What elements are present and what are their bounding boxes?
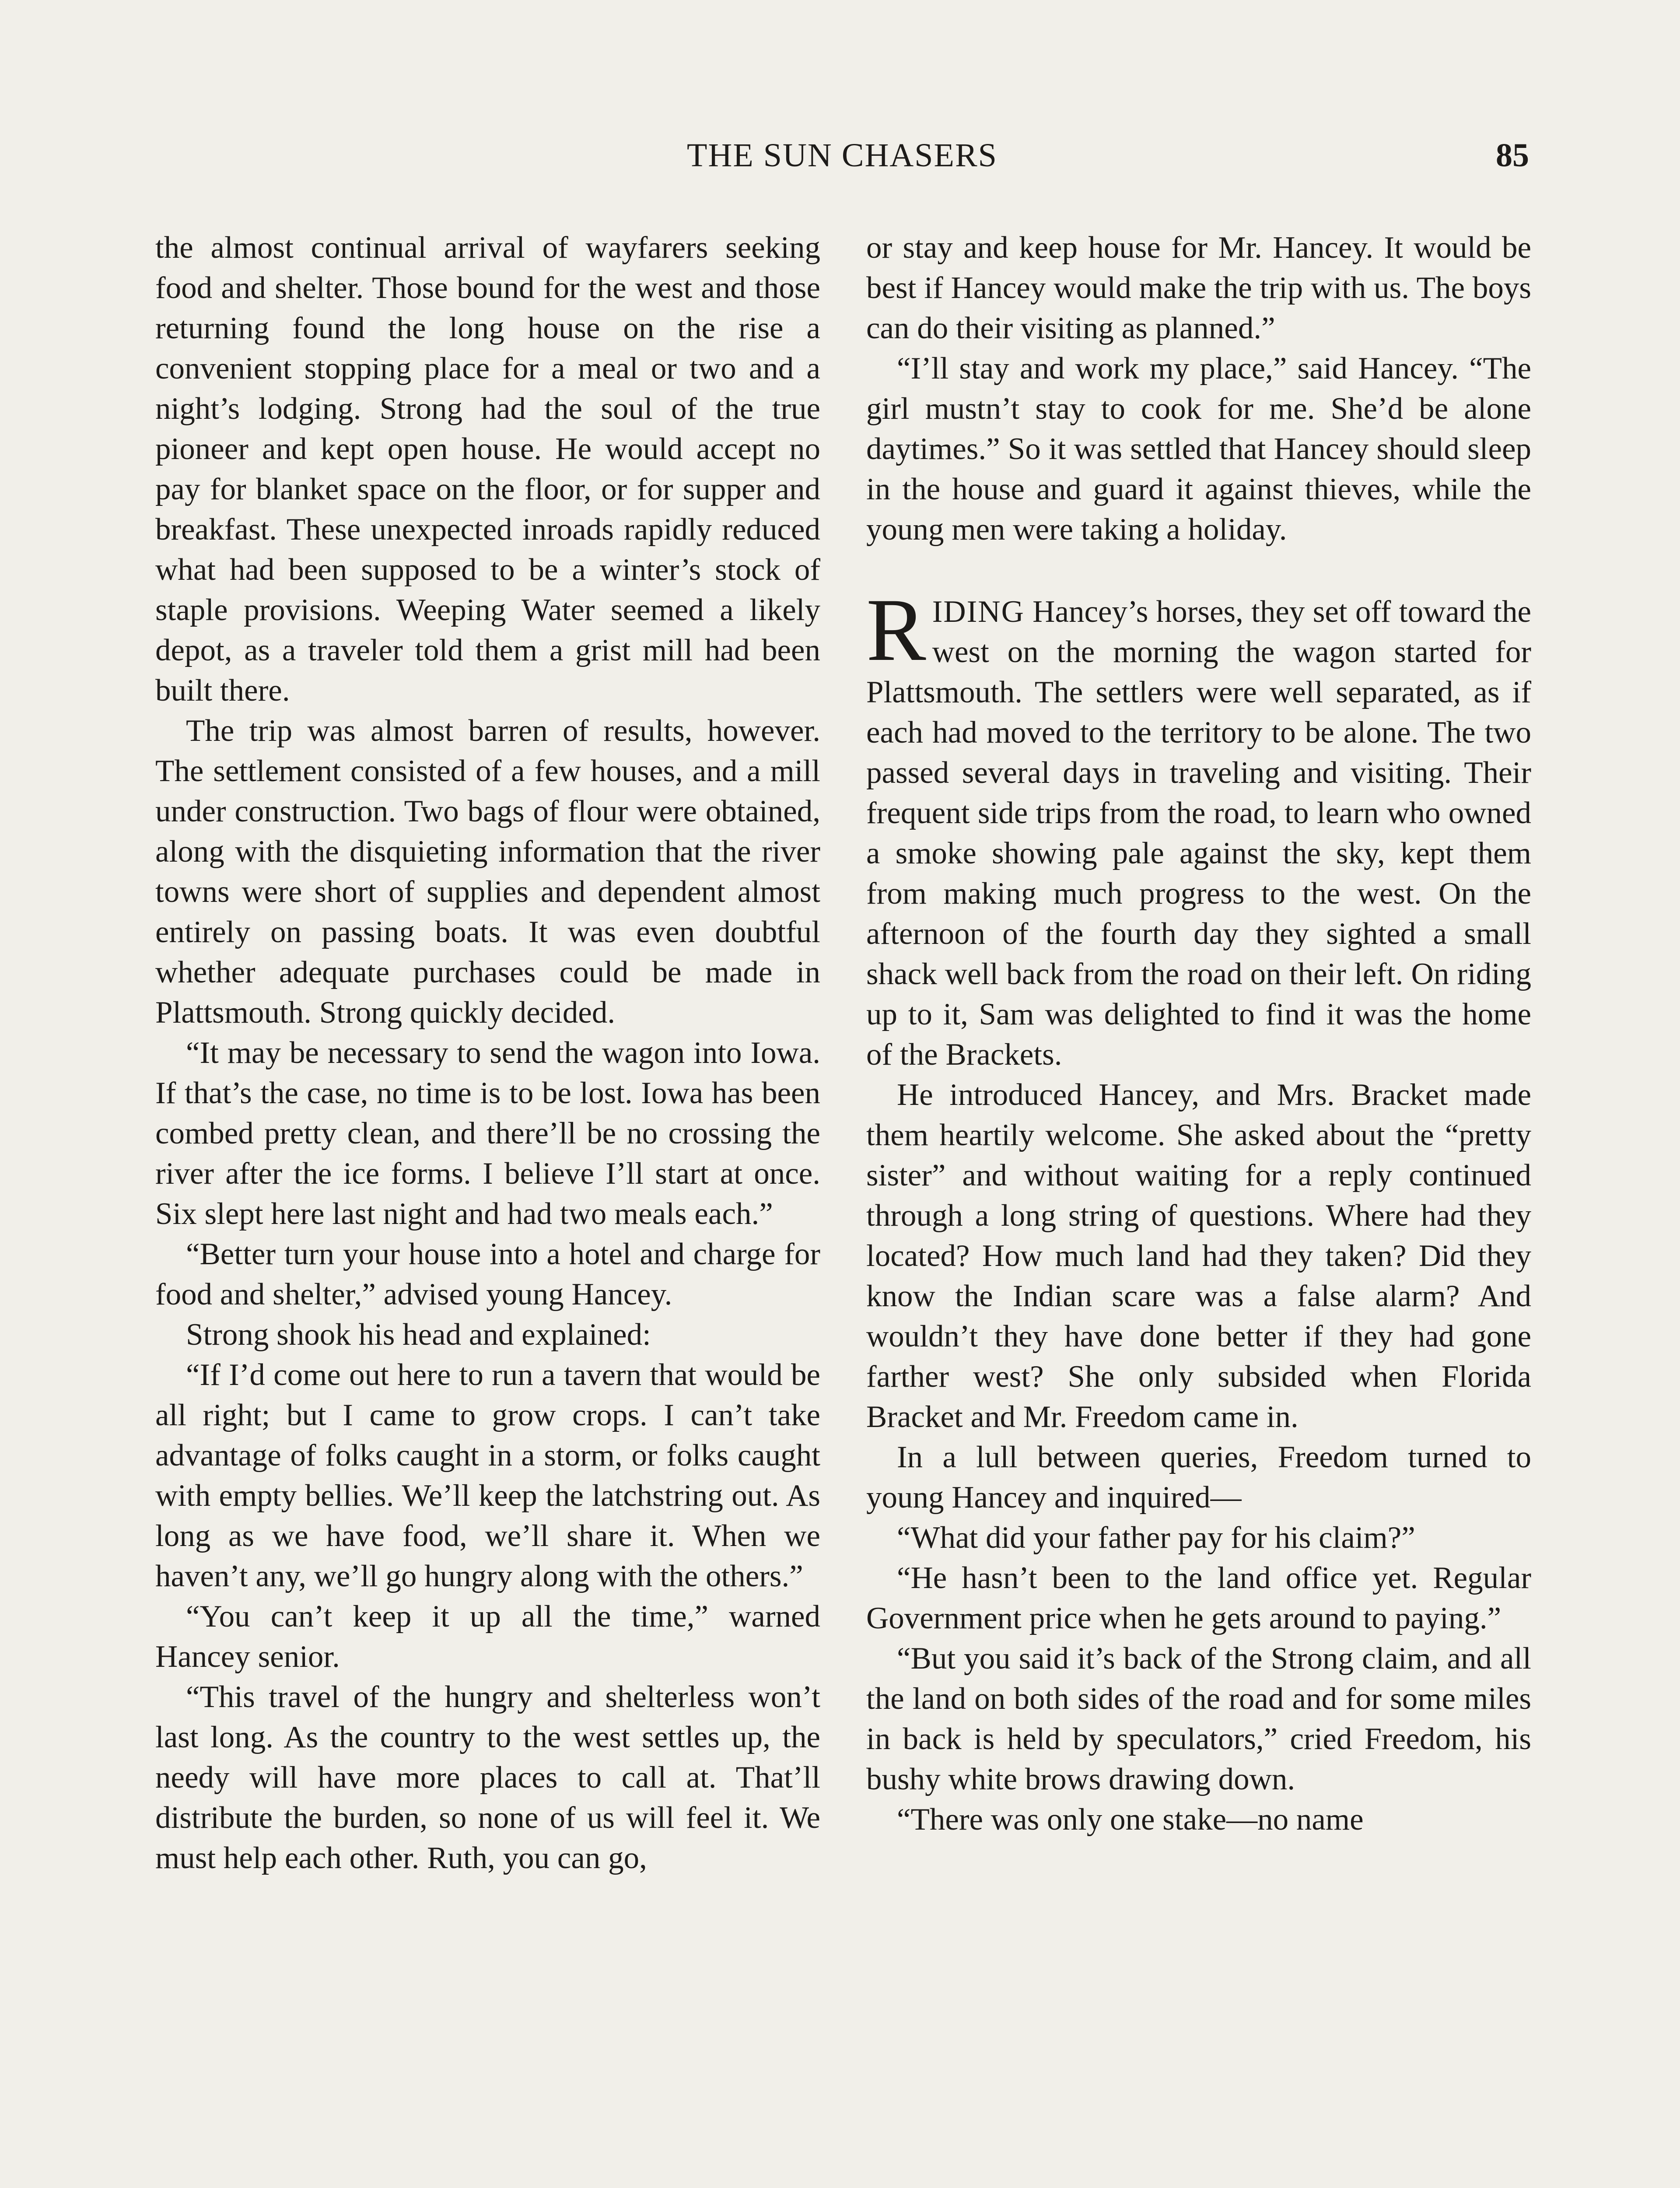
paragraph: “But you said it’s back of the Strong claim, and all the land on both sides of the road and for some miles in back is held by speculators,” cried Freedom, his bushy white brows drawing down. [866,1641,1531,1796]
left-column [155,228,820,1878]
page-header [155,131,1529,179]
paragraph: In a lull between queries, Freedom turned to young Hancey and inquired— [866,1440,1531,1515]
paragraph: “What did your father pay for his claim?” [897,1521,1415,1555]
section-break [866,550,1531,592]
running-title: THE SUN CHASERS [687,137,998,174]
paragraph: “This travel of the hungry and shelterless won’t last long. As the country to the west settles up, the needy will have more places to call at. That’ll distribute the burden, so none of us will feel it. We must help each other. Ruth, you can go, [155,1680,820,1875]
section-opening-paragraph [866,580,1531,1075]
paragraph: “If I’d come out here to run a tavern that would be all right; but I came to grow crops. I can’t take advantage of folks caught in a storm, or folks caught with empty bellies. We’ll keep the latchstring out. As long as we have food, we’ll share it. When we haven’t any, we’ll go hungry along with the others.” [155,1358,820,1593]
paragraph: or stay and keep house for Mr. Hancey. It would be best if Hancey would make the trip with us. The boys can do their visiting as planned.” [866,231,1531,345]
paragraph-text: Hancey’s horses, they set off toward the west on the morning the wagon started for Plattsmouth. The settlers were well separated, as if each had moved to the territory to be alone. The two passed several days in traveling and visiting. Their frequent side trips from the road, to learn who owned a smoke showing pale against the sky, kept them from making much progress to the west. On the afternoon of the fourth day they sighted a small shack well back from the road on their left. On riding up to it, Sam was delighted to find it was the home of the Brackets. [866,595,1531,1072]
paragraph: Strong shook his head and explained: [186,1318,651,1352]
paragraph: The trip was almost barren of results, however. The settlement consisted of a few houses, and a mill under construction. Two bags of flour were obtained, along with the disquieting information that the river towns were short of supplies and dependent almost entirely on passing boats. It was even doubtful whether adequate purchases could be made in Plattsmouth. Strong quickly decided. [155,714,820,1030]
paragraph: “Better turn your house into a hotel and charge for food and shelter,” advised young Hancey. [155,1237,820,1311]
right-column [866,228,1531,1840]
page-number: 85 [1496,137,1529,174]
paragraph: He introduced Hancey, and Mrs. Bracket made them heartily welcome. She asked about the “pretty sister” and without waiting for a reply continued through a long string of questions. Where had they located? How much land had they taken? Did they know the Indian scare was a false alarm? And wouldn’t they have done better if they had gone farther west? She only subsided when Florida Bracket and Mr. Freedom came in. [866,1078,1531,1434]
paragraph: “It may be necessary to send the wagon into Iowa. If that’s the case, no time is to be lost. Iowa has been combed pretty clean, and there’ll be no crossing the river after the ice forms. I believe I’ll start at once. Six slept here last night and had two meals each.” [155,1036,820,1231]
drop-cap: R [866,580,926,680]
paragraph: “I’ll stay and work my place,” said Hancey. “The girl mustn’t stay to cook for me. She’d be alone daytimes.” So it was settled that Hancey should sleep in the house and guard it against thieves, while the young men were taking a holiday. [866,351,1531,547]
paragraph: “You can’t keep it up all the time,” warned Hancey senior. [155,1599,820,1674]
paragraph: “There was only one stake—no name [897,1802,1364,1837]
lead-word: IDING [932,595,1025,629]
paragraph: the almost continual arrival of wayfarers seeking food and shelter. Those bound for the west and those returning found the long house on the rise a convenient stopping place for a meal or two and a night’s lodging. Strong had the soul of the true pioneer and kept open house. He would accept no pay for blanket space on the floor, or for supper and breakfast. These unexpected inroads rapidly reduced what had been supposed to be a winter’s stock of staple provisions. Weeping Water seemed a likely depot, as a traveler told them a grist mill had been built there. [155,231,820,708]
paragraph: “He hasn’t been to the land office yet. Regular Government price when he gets around to paying.” [866,1561,1531,1635]
